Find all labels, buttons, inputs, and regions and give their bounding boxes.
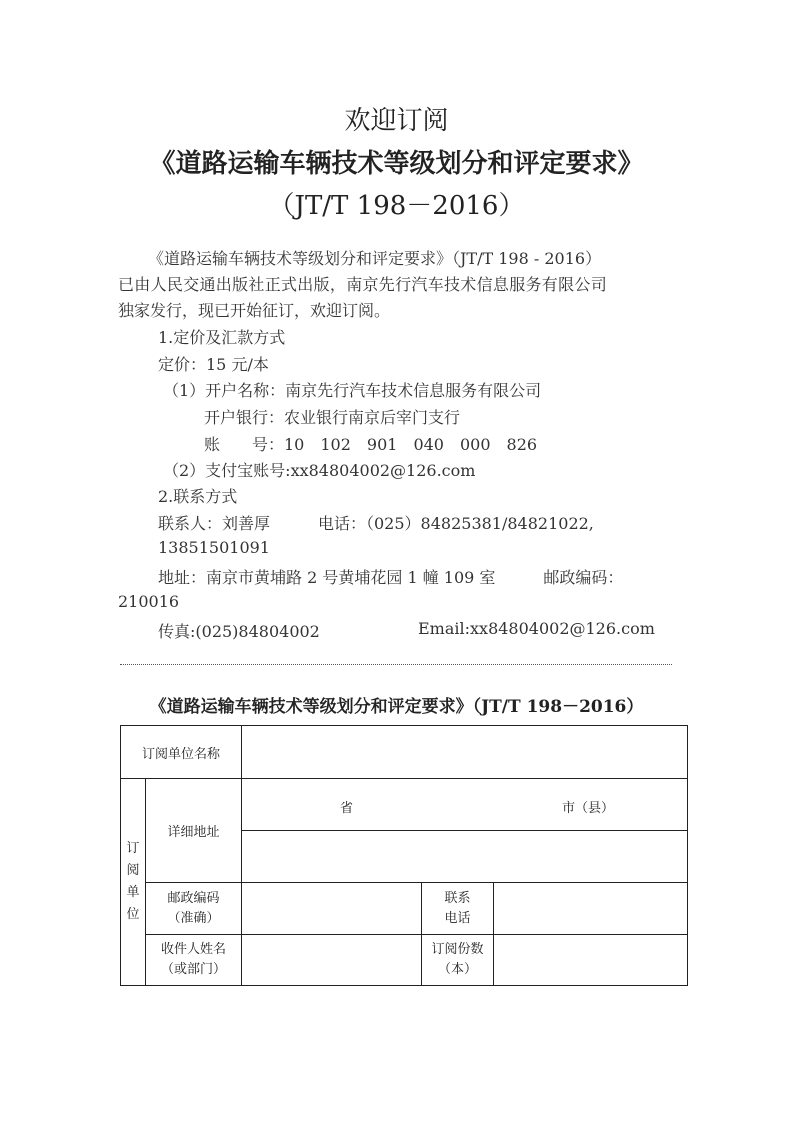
recipient-label: 收件人姓名（或部门）: [146, 935, 242, 986]
phone-label: 联系电话: [422, 883, 494, 935]
unit-name-label: 订阅单位名称: [121, 726, 242, 779]
heading-welcome: 欢迎订阅: [344, 106, 449, 136]
postcode-label: 邮政编码（准确）: [146, 883, 242, 935]
copies-field[interactable]: [494, 935, 688, 986]
contact-phone: 联系人：刘善厚 电话：（025）84825381/84821022,: [158, 514, 594, 533]
intro-line: 已由人民交通出版社正式出版，南京先行汽车技术信息服务有限公司: [118, 275, 608, 294]
fax: 传真:(025)84804002: [158, 622, 320, 641]
unit-name-field[interactable]: [242, 726, 688, 779]
phone-field[interactable]: [494, 883, 688, 935]
email: Email:xx84804002@126.com: [418, 619, 655, 638]
postcode-field[interactable]: [242, 883, 422, 935]
alipay-account: （2）支付宝账号:xx84804002@126.com: [163, 461, 476, 480]
postcode: 210016: [118, 592, 180, 611]
detail-address-field[interactable]: [242, 831, 688, 883]
recipient-field[interactable]: [242, 935, 422, 986]
account-number: 账 号：10 102 901 040 000 826: [204, 435, 538, 454]
address: 地址：南京市黄埔路 2 号黄埔花园 1 幢 109 室 邮政编码：: [158, 568, 624, 587]
subscriber-unit-label: 订阅单位: [121, 779, 146, 986]
section-pricing: 1.定价及汇款方式: [158, 328, 286, 347]
heading-book-title: 《道路运输车辆技术等级划分和评定要求》: [149, 149, 644, 179]
account-name: （1）开户名称：南京先行汽车技术信息服务有限公司: [163, 381, 542, 400]
subscription-form: [120, 725, 688, 986]
intro-line: 独家发行，现已开始征订，欢迎订阅。: [118, 301, 391, 320]
section-contact: 2.联系方式: [158, 487, 238, 506]
cut-line-divider: [120, 664, 672, 665]
province-city-field[interactable]: [242, 779, 688, 831]
address-label: 详细地址: [146, 779, 242, 883]
mobile: 13851501091: [158, 538, 270, 557]
price: 定价：15 元/本: [158, 355, 269, 374]
bank: 开户银行：农业银行南京后宰门支行: [204, 408, 461, 427]
city-label: 市（县）: [562, 801, 615, 816]
heading-standard-number: （JT/T 198－2016）: [268, 191, 525, 221]
form-title: 《道路运输车辆技术等级划分和评定要求》（JT/T 198－2016）: [149, 697, 644, 717]
copies-label: 订阅份数（本）: [422, 935, 494, 986]
intro-line: 《道路运输车辆技术等级划分和评定要求》（JT/T 198 - 2016）: [148, 249, 602, 268]
province-label: 省: [340, 801, 354, 816]
